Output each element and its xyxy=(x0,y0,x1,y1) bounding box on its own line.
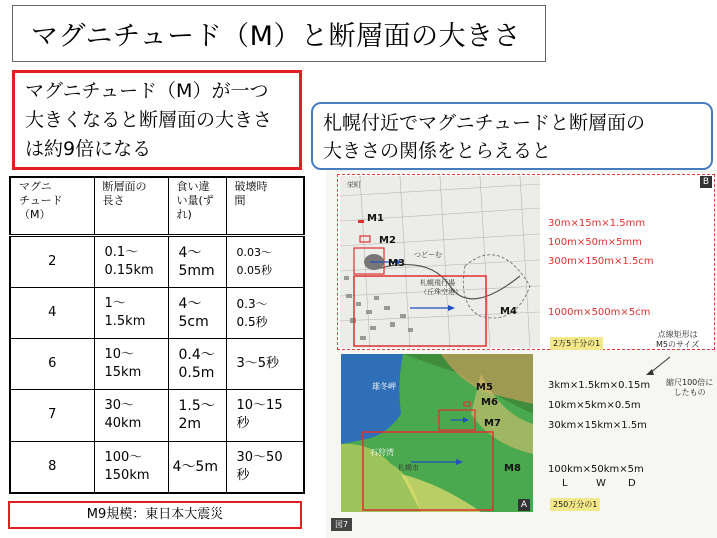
cell-magnitude: 2 xyxy=(10,235,94,288)
cell-slip: 1.5～ 2m xyxy=(168,390,226,441)
figure-caption: 図7 xyxy=(331,518,352,531)
label-m5: M5 xyxy=(476,382,493,393)
label-m6: M6 xyxy=(481,397,498,408)
cell-time: 0.03～ 0.05秒 xyxy=(226,235,304,288)
cell-length: 100～ 150km xyxy=(94,441,168,493)
magnitude-table xyxy=(9,176,305,494)
map-text-tsudome: つどーむ xyxy=(414,251,442,259)
dim-m5: 3km×1.5km×0.15m xyxy=(548,380,651,391)
label-m2: M2 xyxy=(379,235,396,246)
cell-magnitude: 6 xyxy=(10,339,94,390)
scale-a: 250万分の1 xyxy=(550,498,600,511)
cell-slip: 4～ 5mm xyxy=(168,235,226,288)
slide-title: マグニチュード（M）と断層面の大きさ xyxy=(12,5,546,62)
callout-line: 札幌付近でマグニチュードと断層面の xyxy=(323,112,646,134)
label-m4: M4 xyxy=(500,306,517,317)
cell-length: 10～ 15km xyxy=(94,339,168,390)
cell-slip: 0.4～ 0.5m xyxy=(168,339,226,390)
header-fault-length: 断層面の 長さ xyxy=(94,177,168,235)
map-text-okadama: （丘珠空港） xyxy=(420,288,462,296)
dim-m1: 30m×15m×1.5mm xyxy=(548,218,646,229)
dim-axis-d: D xyxy=(628,478,636,489)
dim-m7: 30km×15km×1.5m xyxy=(548,420,647,431)
scale-b: 2万5千分の1 xyxy=(550,337,603,350)
header-magnitude: マグニ チュード （M） xyxy=(10,177,94,235)
note-a: 縮尺100倍に したもの xyxy=(666,378,714,397)
dim-m8: 100km×50km×5m xyxy=(548,464,644,475)
cell-slip: 4～5m xyxy=(168,441,226,493)
dim-axis-l: L xyxy=(562,478,568,489)
map-text-ofuyu: 雄冬岬 xyxy=(372,382,396,391)
note-arrow-icon xyxy=(640,355,680,385)
dim-m3: 300m×150m×1.5cm xyxy=(548,256,654,267)
m9-note: M9規模：東日本大震災 xyxy=(8,501,302,529)
dim-axis-w: W xyxy=(596,478,606,489)
table-row xyxy=(10,235,304,288)
callout-line: 大きくなると断層面の大きさ xyxy=(25,109,273,131)
map-text-sakaemachi: 栄町 xyxy=(347,181,361,189)
table-row xyxy=(10,390,304,441)
panel-b-tag: B xyxy=(700,176,712,188)
cell-magnitude: 7 xyxy=(10,390,94,441)
dim-m4: 1000m×500m×5cm xyxy=(548,307,651,318)
panel-b-map xyxy=(340,176,540,348)
cell-time: 10～15 秒 xyxy=(226,390,304,441)
cell-time: 30～50 秒 xyxy=(226,441,304,493)
label-m3: M3 xyxy=(388,258,405,269)
label-m7: M7 xyxy=(484,418,501,429)
table-row xyxy=(10,288,304,339)
table-row xyxy=(10,441,304,493)
callout-line: マグニチュード（M）が一つ xyxy=(25,80,269,102)
magnitude-callout xyxy=(12,70,302,170)
note-b: 点線矩形は M5のサイズ xyxy=(656,330,700,349)
dim-m2: 100m×50m×5mm xyxy=(548,237,642,248)
relief-map-image xyxy=(341,354,533,512)
dim-m6: 10km×5km×0.5m xyxy=(548,400,641,411)
table-row xyxy=(10,339,304,390)
cell-magnitude: 8 xyxy=(10,441,94,493)
callout-line: 大きさの関係をとらえると xyxy=(323,140,552,162)
map-text-sapporo: 札幌市 xyxy=(398,464,419,472)
callout-line: は約9倍になる xyxy=(25,138,152,160)
map-text-airfield: 札幌飛行場 xyxy=(420,279,455,287)
cell-time: 0.3～ 0.5秒 xyxy=(226,288,304,339)
table-header-row xyxy=(10,177,304,235)
panel-a-tag: A xyxy=(518,499,530,511)
topographic-map-image xyxy=(340,176,540,348)
cell-length: 0.1～ 0.15km xyxy=(94,235,168,288)
map-text-ishikari: 石狩湾 xyxy=(370,448,394,457)
sapporo-callout xyxy=(311,102,713,170)
cell-slip: 4～ 5cm xyxy=(168,288,226,339)
header-rupture-time: 破壊時 間 xyxy=(226,177,304,235)
panel-a-map xyxy=(341,354,533,512)
label-m8: M8 xyxy=(504,463,521,474)
cell-length: 30～ 40km xyxy=(94,390,168,441)
cell-length: 1～ 1.5km xyxy=(94,288,168,339)
cell-time: 3～5秒 xyxy=(226,339,304,390)
label-m1: M1 xyxy=(367,213,384,224)
header-slip: 食い違 い量(ず れ) xyxy=(168,177,226,235)
cell-magnitude: 4 xyxy=(10,288,94,339)
